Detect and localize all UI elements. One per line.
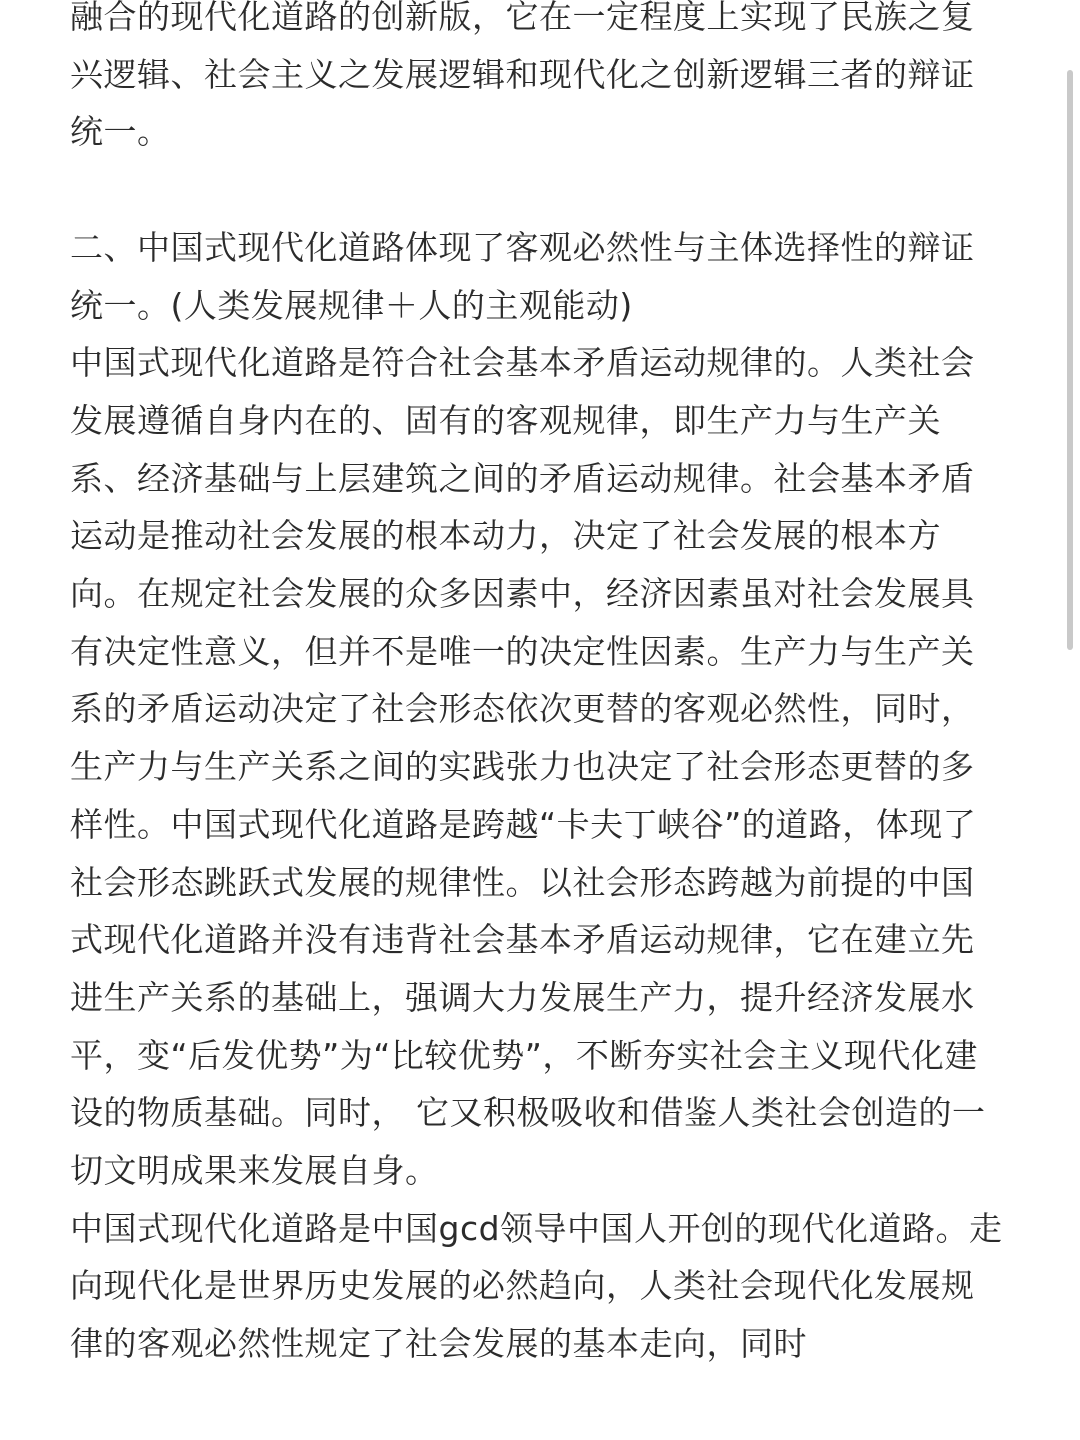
scrollbar-thumb[interactable] (1067, 70, 1073, 650)
paragraph-gcd-leadership: 中国式现代化道路是中国gcd领导中国人开创的现代化道路。走向现代化是世界历史发展的必然趋向，人类社会现代化发展规律的客观必然性规定了社会发展的基本走向，同时 (70, 1208, 1003, 1364)
article-body (70, 0, 1005, 1373)
paragraph-intro-continuation: 融合的现代化道路的创新版，它在一定程度上实现了民族之复兴逻辑、社会主义之发展逻辑和现代化之创新逻辑三者的辩证统一。 (70, 0, 975, 152)
paragraph-social-contradiction: 中国式现代化道路是符合社会基本矛盾运动规律的。人类社会发展遵循自身内在的、固有的客观规律，即生产力与生产关系、经济基础与上层建筑之间的矛盾运动规律。社会基本矛盾运动是推动社会发展的根本动力，决定了社会发展的根本方向。在规定社会发展的众多因素中，经济因素虽对社会发展具有决定性意义，但并不是唯一的决定性因素。生产力与生产关系的矛盾运动决定了社会形态依次更替的客观必然性，同时，生产力与生产关系之间的实践张力也决定了社会形态更替的多样性。中国式现代化道路是跨越“卡夫丁峡谷”的道路，体现了社会形态跳跃式发展的规律性。以社会形态跨越为前提的中国式现代化道路并没有违背社会基本矛盾运动规律，它在建立先进生产关系的基础上，强调大力发展生产力，提升经济发展水平，变“后发优势”为“比较优势”，不断夯实社会主义现代化建设的物质基础。同时， 它又积极吸收和借鉴人类社会创造的一切文明成果来发展自身。 (70, 343, 986, 1191)
section-heading-2: 二、中国式现代化道路体现了客观必然性与主体选择性的辩证统一。(人类发展规律＋人的主观能动) (70, 227, 975, 325)
paragraph-spacer (70, 161, 1005, 219)
